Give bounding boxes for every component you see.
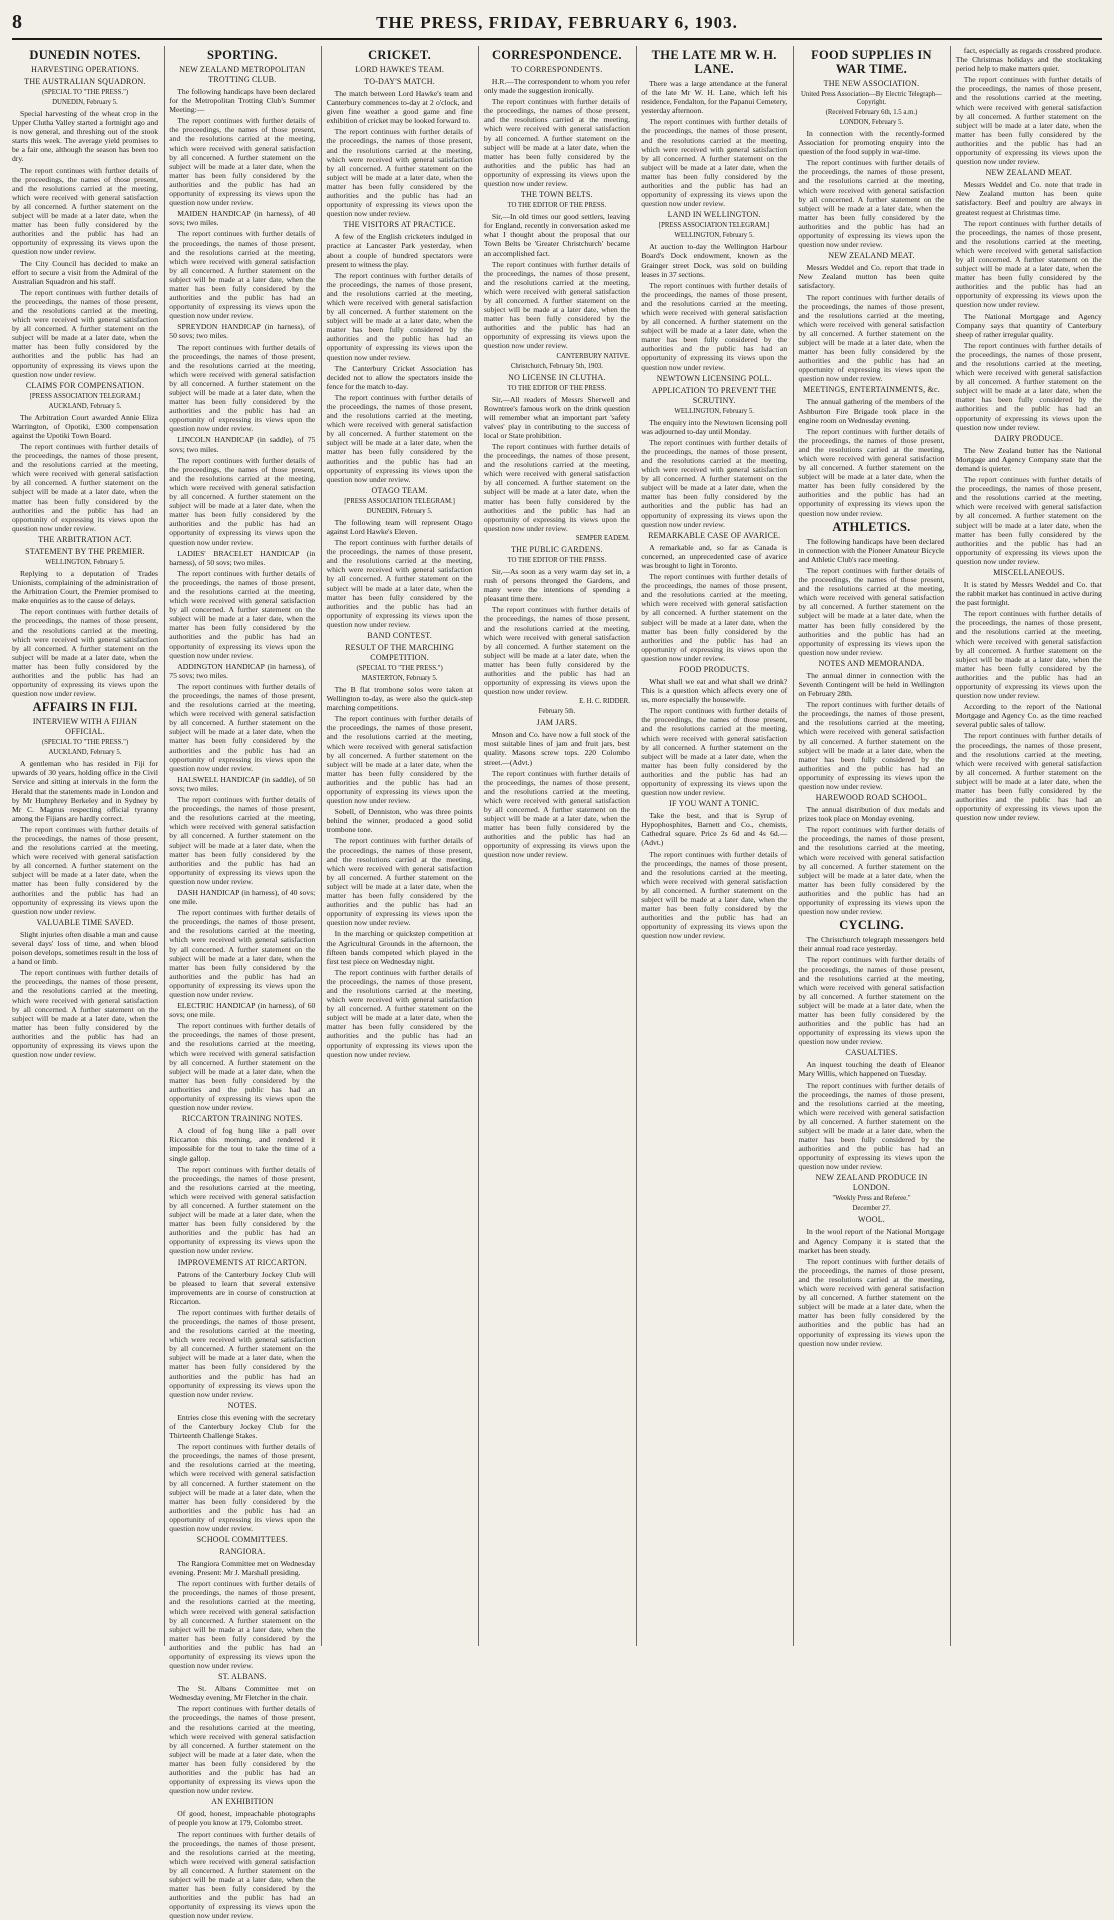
article-subheading: RANGIORA. <box>169 1547 315 1557</box>
article-body-continuation: The report continues with further details of the proceedings, the names of those present, and the resolutions carried at the meeting, which were received with general satisfaction by all concerned. A further statement on the subject will be made at a later date, when the matter has been fully considered by the authorities and the public has had an opportunity of expressing its views upon the question now under review. <box>169 569 315 660</box>
article-body-continuation: The report continues with further details of the proceedings, the names of those present, and the resolutions carried at the meeting, which were received with general satisfaction by all concerned. A further statement on the subject will be made at a later date, when the matter has been fully considered by the authorities and the public has had an opportunity of expressing its views upon the question now under review. <box>799 825 945 916</box>
article-paragraph: The Christchurch telegraph messengers held their annual road race yesterday. <box>799 935 945 953</box>
article-subheading: IMPROVEMENTS AT RICCARTON. <box>169 1258 315 1268</box>
article-subheading: THE ARBITRATION ACT. <box>12 535 158 545</box>
dateline: MASTERTON, February 5. <box>327 675 473 683</box>
article-paragraph: Replying to a deputation of Trades Unionists, complaining of the administration of the Arbitration Court, the Premier promised to make enquiries as to the cause of delays. <box>12 569 158 605</box>
dateline: (SPECIAL TO "THE PRESS.") <box>12 89 158 97</box>
article-paragraph: What shall we eat and what shall we drink? This is a question which affects every one of us, more especially the housewife. <box>641 677 787 704</box>
article-body-continuation: The report continues with further details of the proceedings, the names of those present, and the resolutions carried at the meeting, which were received with general satisfaction by all concerned. A further statement on the subject will be made at a later date, when the matter has been fully considered by the authorities and the public has had an opportunity of expressing its views upon the question now under review. <box>169 1308 315 1399</box>
article-subheading: IF YOU WANT A TONIC. <box>641 799 787 809</box>
article-heading: DUNEDIN NOTES. <box>12 48 158 62</box>
article-paragraph: The New Zealand butter has the National Mortgage and Agency Company state that the demand is quieter. <box>956 446 1102 473</box>
article-body-continuation: The report continues with further details of the proceedings, the names of those present, and the resolutions carried at the meeting, which were received with general satisfaction by all concerned. A further statement on the subject will be made at a later date, when the matter has been fully considered by the authorities and the public has had an opportunity of expressing its views upon the question now under review. <box>956 475 1102 566</box>
dateline: Christchurch, February 5th, 1903. <box>484 363 630 371</box>
article-subheading: THE VISITORS AT PRACTICE. <box>327 220 473 230</box>
article-body-continuation: The report continues with further details of the proceedings, the names of those present, and the resolutions carried at the meeting, which were received with general satisfaction by all concerned. A further statement on the subject will be made at a later date, when the matter has been fully considered by the authorities and the public has had an opportunity of expressing its views upon the question now under review. <box>169 1442 315 1533</box>
article-paragraph: Messrs Weddel and Co. report that trade in New Zealand mutton has been quite satisfactory. <box>799 263 945 290</box>
letter-signature: SEMPER EADEM. <box>484 535 630 543</box>
article-paragraph: DASH HANDICAP (in harness), of 40 sovs; one mile. <box>169 888 315 906</box>
dateline: WELLINGTON, February 5. <box>641 232 787 240</box>
article-paragraph: The annual dinner in connection with the Seventh Contingent will be held in Wellington on February 28th. <box>799 671 945 698</box>
article-paragraph: Of good, honest, impeachable photographs of people you know at 179, Colombo street. <box>169 1809 315 1827</box>
article-body-continuation: The report continues with further details of the proceedings, the names of those present, and the resolutions carried at the meeting, which were received with general satisfaction by all concerned. A further statement on the subject will be made at a later date, when the matter has been fully considered by the authorities and the public has had an opportunity of expressing its views upon the question now under review. <box>169 682 315 773</box>
article-subheading: NEW ZEALAND METROPOLITAN TROTTING CLUB. <box>169 65 315 85</box>
article-paragraph: Sir,—As soon as a very warm day set in, a rush of persons thronged the Gardens, and many were the intentions of spending a pleasant time there. <box>484 567 630 603</box>
article-paragraph: A remarkable and, so far as Canada is concerned, an unprecedented case of avarice was brought to light in Toronto. <box>641 543 787 570</box>
article-paragraph: The Rangiora Committee met on Wednesday evening. Present: Mr J. Marshall presiding. <box>169 1559 315 1577</box>
column-7 <box>956 46 1102 1646</box>
article-body-continuation: The report continues with further details of the proceedings, the names of those present, and the resolutions carried at the meeting, which were received with general satisfaction by all concerned. A further statement on the subject will be made at a later date, when the matter has been fully considered by the authorities and the public has had an opportunity of expressing its views upon the question now under review. <box>799 566 945 657</box>
article-paragraph: The Canterbury Cricket Association has decided not to allow the spectators inside the fence for the match to-day. <box>327 364 473 391</box>
article-subheading: BAND CONTEST. <box>327 631 473 641</box>
dateline: AUCKLAND, February 5. <box>12 403 158 411</box>
dateline: United Press Association—By Electric Telegraph—Copyright. <box>799 91 945 107</box>
article-subheading: WOOL. <box>799 1215 945 1225</box>
article-paragraph: The match between Lord Hawke's team and Canterbury commences to-day at 2 o'clock, and given fine weather a good game and fine exhibition of cricket may be looked forward to. <box>327 89 473 125</box>
dateline: (SPECIAL TO "THE PRESS.") <box>12 739 158 747</box>
dateline: [PRESS ASSOCIATION TELEGRAM.] <box>327 498 473 506</box>
article-paragraph: Take the best, and that is Syrup of Hypophosphites, Barnett and Co., chemists, Cathedral square. Price 2s 6d and 4s 6d.—(Advt.) <box>641 811 787 847</box>
article-body-continuation: The report continues with further details of the proceedings, the names of those present, and the resolutions carried at the meeting, which were received with general satisfaction by all concerned. A further statement on the subject will be made at a later date, when the matter has been fully considered by the authorities and the public has had an opportunity of expressing its views upon the question now under review. <box>327 538 473 629</box>
dateline: TO THE EDITOR OF THE PRESS. <box>484 202 630 210</box>
dateline: (Received February 6th, 1.5 a.m.) <box>799 109 945 117</box>
article-paragraph: HALSWELL HANDICAP (in saddle), of 50 sovs; two miles. <box>169 775 315 793</box>
article-paragraph: It is stated by Messrs Weddel and Co. that the rabbit market has continued in active during the past fortnight. <box>956 580 1102 607</box>
article-paragraph: Sobell, of Denniston, who was three points behind the winner, produced a good solid trombone tone. <box>327 807 473 834</box>
article-body-continuation: The report continues with further details of the proceedings, the names of those present, and the resolutions carried at the meeting, which were received with general satisfaction by all concerned. A further statement on the subject will be made at a later date, when the matter has been fully considered by the authorities and the public has had an opportunity of expressing its views upon the question now under review. <box>327 127 473 218</box>
article-body-continuation: The report continues with further details of the proceedings, the names of those present, and the resolutions carried at the meeting, which were received with general satisfaction by all concerned. A further statement on the subject will be made at a later date, when the matter has been fully considered by the authorities and the public has had an opportunity of expressing its views upon the question now under review. <box>956 75 1102 166</box>
article-paragraph: The following handicaps have been declared in connection with the Pioneer Amateur Bicycle and Athletic Club's race meeting. <box>799 537 945 564</box>
article-heading: ATHLETICS. <box>799 520 945 534</box>
article-subheading: CLAIMS FOR COMPENSATION. <box>12 381 158 391</box>
article-paragraph: ELECTRIC HANDICAP (in harness), of 60 sovs; one mile. <box>169 1001 315 1019</box>
article-subheading: DAIRY PRODUCE. <box>956 434 1102 444</box>
dateline: WELLINGTON, February 5. <box>12 559 158 567</box>
article-paragraph: Special harvesting of the wheat crop in the Upper Clutha Valley started a fortnight ago and is now general, and threshing out of the stook starts this week. The average yield promises to be a fair one, although the season has been too dry. <box>12 109 158 164</box>
article-subheading: APPLICATION TO PREVENT THE SCRUTINY. <box>641 386 787 406</box>
article-subheading: THE NEW ASSOCIATION. <box>799 79 945 89</box>
article-subheading: NEW ZEALAND PRODUCE IN LONDON. <box>799 1173 945 1193</box>
article-paragraph: Mnson and Co. have now a full stock of the most suitable lines of jam and fruit jars, best quality. Masons screw tops. 220 Colombo street.—(Advt.) <box>484 730 630 766</box>
dateline: TO THE EDITOR OF THE PRESS. <box>484 385 630 393</box>
article-subheading: LORD HAWKE'S TEAM. <box>327 65 473 75</box>
column-4 <box>484 46 630 1646</box>
article-body-continuation: The report continues with further details of the proceedings, the names of those present, and the resolutions carried at the meeting, which were received with general satisfaction by all concerned. A further statement on the subject will be made at a later date, when the matter has been fully considered by the authorities and the public has had an opportunity of expressing its views upon the question now under review. <box>12 968 158 1059</box>
article-body-continuation: The report continues with further details of the proceedings, the names of those present, and the resolutions carried at the meeting, which were received with general satisfaction by all concerned. A further statement on the subject will be made at a later date, when the matter has been fully considered by the authorities and the public has had an opportunity of expressing its views upon the question now under review. <box>169 1704 315 1795</box>
article-body-continuation: The report continues with further details of the proceedings, the names of those present, and the resolutions carried at the meeting, which were received with general satisfaction by all concerned. A further statement on the subject will be made at a later date, when the matter has been fully considered by the authorities and the public has had an opportunity of expressing its views upon the question now under review. <box>956 609 1102 700</box>
article-subheading: JAM JARS. <box>484 718 630 728</box>
article-paragraph: A few of the English cricketers indulged in practice at Lancaster Park yesterday, when about a couple of hundred spectators were present to witness the play. <box>327 232 473 268</box>
article-body-continuation: The report continues with further details of the proceedings, the names of those present, and the resolutions carried at the meeting, which were received with general satisfaction by all concerned. A further statement on the subject will be made at a later date, when the matter has been fully considered by the authorities and the public has had an opportunity of expressing its views upon the question now under review. <box>12 825 158 916</box>
dateline: February 5th. <box>484 708 630 716</box>
dateline: [PRESS ASSOCIATION TELEGRAM.] <box>12 393 158 401</box>
article-paragraph: An inquest touching the death of Eleanor Mary Willis, which happened on Tuesday. <box>799 1060 945 1078</box>
article-body-continuation: The report continues with further details of the proceedings, the names of those present, and the resolutions carried at the meeting, which were received with general satisfaction by all concerned. A further statement on the subject will be made at a later date, when the matter has been fully considered by the authorities and the public has had an opportunity of expressing its views upon the question now under review. <box>641 117 787 208</box>
article-body-continuation: The report continues with further details of the proceedings, the names of those present, and the resolutions carried at the meeting, which were received with general satisfaction by all concerned. A further statement on the subject will be made at a later date, when the matter has been fully considered by the authorities and the public has had an opportunity of expressing its views upon the question now under review. <box>169 1021 315 1112</box>
article-paragraph: The St. Albans Committee met on Wednesday evening, Mr Fletcher in the chair. <box>169 1684 315 1702</box>
letter-signature: E. H. C. RIDDER. <box>484 698 630 706</box>
article-paragraph: SPREYDON HANDICAP (in harness), of 50 sovs; two miles. <box>169 322 315 340</box>
article-body-continuation: The report continues with further details of the proceedings, the names of those present, and the resolutions carried at the meeting, which were received with general satisfaction by all concerned. A further statement on the subject will be made at a later date, when the matter has been fully considered by the authorities and the public has had an opportunity of expressing its views upon the question now under review. <box>169 1579 315 1670</box>
article-body-continuation: The report continues with further details of the proceedings, the names of those present, and the resolutions carried at the meeting, which were received with general satisfaction by all concerned. A further statement on the subject will be made at a later date, when the matter has been fully considered by the authorities and the public has had an opportunity of expressing its views upon the question now under review. <box>327 271 473 362</box>
article-subheading: INTERVIEW WITH A FIJIAN OFFICIAL. <box>12 717 158 737</box>
dateline: "Weekly Press and Referee." <box>799 1195 945 1203</box>
article-subheading: AN EXHIBITION <box>169 1797 315 1807</box>
column-rule <box>636 46 637 1646</box>
article-paragraph: The National Mortgage and Agency Company says that quantity of Canterbury sheep of rather irregular quality. <box>956 312 1102 339</box>
article-body-continuation: The report continues with further details of the proceedings, the names of those present, and the resolutions carried at the meeting, which were received with general satisfaction by all concerned. A further statement on the subject will be made at a later date, when the matter has been fully considered by the authorities and the public has had an opportunity of expressing its views upon the question now under review. <box>484 442 630 533</box>
article-subheading: NO LICENSE IN CLUTHA. <box>484 373 630 383</box>
column-rule <box>478 46 479 1646</box>
column-1 <box>12 46 158 1646</box>
dateline: TO THE EDITOR OF THE PRESS. <box>484 557 630 565</box>
article-subheading: LAND IN WELLINGTON. <box>641 210 787 220</box>
article-subheading: STATEMENT BY THE PREMIER. <box>12 547 158 557</box>
article-subheading: NOTES. <box>169 1401 315 1411</box>
article-paragraph: In the marching or quickstep competition at the Agricultural Grounds in the afternoon, the fifteen bands competed which played in the first test piece on Wednesday night. <box>327 929 473 965</box>
article-body-continuation: The report continues with further details of the proceedings, the names of those present, and the resolutions carried at the meeting, which were received with general satisfaction by all concerned. A further statement on the subject will be made at a later date, when the matter has been fully considered by the authorities and the public has had an opportunity of expressing its views upon the question now under review. <box>169 908 315 999</box>
article-paragraph: The enquiry into the Newtown licensing poll was adjourned to-day until Monday. <box>641 418 787 436</box>
article-subheading: NEWTOWN LICENSING POLL. <box>641 374 787 384</box>
article-heading: CRICKET. <box>327 48 473 62</box>
article-paragraph: MAIDEN HANDICAP (in harness), of 40 sovs; two miles. <box>169 209 315 227</box>
article-subheading: THE AUSTRALIAN SQUADRON. <box>12 77 158 87</box>
letter-signature: CANTERBURY NATIVE. <box>484 353 630 361</box>
article-subheading: TO CORRESPONDENTS. <box>484 65 630 75</box>
article-paragraph: Sir,—All readers of Messrs Sherwell and Rowntree's famous work on the drink question will remember what an important part 'safety valves' play in contributing to the success of local or State prohibition. <box>484 395 630 440</box>
article-body-continuation: The report continues with further details of the proceedings, the names of those present, and the resolutions carried at the meeting, which were received with general satisfaction by all concerned. A further statement on the subject will be made at a later date, when the matter has been fully considered by the authorities and the public has had an opportunity of expressing its views upon the question now under review. <box>169 343 315 434</box>
article-body-continuation: The report continues with further details of the proceedings, the names of those present, and the resolutions carried at the meeting, which were received with general satisfaction by all concerned. A further statement on the subject will be made at a later date, when the matter has been fully considered by the authorities and the public has had an opportunity of expressing its views upon the question now under review. <box>12 288 158 379</box>
article-body-continuation: The report continues with further details of the proceedings, the names of those present, and the resolutions carried at the meeting, which were received with general satisfaction by all concerned. A further statement on the subject will be made at a later date, when the matter has been fully considered by the authorities and the public has had an opportunity of expressing its views upon the question now under review. <box>12 442 158 533</box>
article-subheading: ST. ALBANS. <box>169 1672 315 1682</box>
article-paragraph: The following team will represent Otago against Lord Hawke's Eleven. <box>327 518 473 536</box>
article-body-continuation: The report continues with further details of the proceedings, the names of those present, and the resolutions carried at the meeting, which were received with general satisfaction by all concerned. A further statement on the subject will be made at a later date, when the matter has been fully considered by the authorities and the public has had an opportunity of expressing its views upon the question now under review. <box>12 607 158 698</box>
article-paragraph: Slight injuries often disable a man and cause several days' loss of time, and when blood poison develops, sometimes result in the loss of a hand or limb. <box>12 930 158 966</box>
article-body-continuation: The report continues with further details of the proceedings, the names of those present, and the resolutions carried at the meeting, which were received with general satisfaction by all concerned. A further statement on the subject will be made at a later date, when the matter has been fully considered by the authorities and the public has had an opportunity of expressing its views upon the question now under review. <box>641 572 787 663</box>
dateline: DUNEDIN, February 5. <box>327 508 473 516</box>
article-subheading: NEW ZEALAND MEAT. <box>956 168 1102 178</box>
article-subheading: TO-DAY'S MATCH. <box>327 77 473 87</box>
article-paragraph: Patrons of the Canterbury Jockey Club will be pleased to learn that several extensive improvements are in course of construction at Riccarton. <box>169 1270 315 1306</box>
column-5 <box>641 46 787 1646</box>
article-body-continuation: The report continues with further details of the proceedings, the names of those present, and the resolutions carried at the meeting, which were received with general satisfaction by all concerned. A further statement on the subject will be made at a later date, when the matter has been fully considered by the authorities and the public has had an opportunity of expressing its views upon the question now under review. <box>327 714 473 805</box>
article-body-continuation: The report continues with further details of the proceedings, the names of those present, and the resolutions carried at the meeting, which were received with general satisfaction by all concerned. A further statement on the subject will be made at a later date, when the matter has been fully considered by the authorities and the public has had an opportunity of expressing its views upon the question now under review. <box>169 229 315 320</box>
dateline: LONDON, February 5. <box>799 119 945 127</box>
column-2 <box>169 46 315 1646</box>
article-body-continuation: The report continues with further details of the proceedings, the names of those present, and the resolutions carried at the meeting, which were received with general satisfaction by all concerned. A further statement on the subject will be made at a later date, when the matter has been fully considered by the authorities and the public has had an opportunity of expressing its views upon the question now under review. <box>641 850 787 941</box>
article-body-continuation: The report continues with further details of the proceedings, the names of those present, and the resolutions carried at the meeting, which were received with general satisfaction by all concerned. A further statement on the subject will be made at a later date, when the matter has been fully considered by the authorities and the public has had an opportunity of expressing its views upon the question now under review. <box>169 116 315 207</box>
column-rule <box>950 46 951 1646</box>
article-body-continuation: The report continues with further details of the proceedings, the names of those present, and the resolutions carried at the meeting, which were received with general satisfaction by all concerned. A further statement on the subject will be made at a later date, when the matter has been fully considered by the authorities and the public has had an opportunity of expressing its views upon the question now under review. <box>327 968 473 1059</box>
article-subheading: CASUALTIES. <box>799 1048 945 1058</box>
article-paragraph: There was a large attendance at the funeral of the late Mr W. H. Lane, which left his residence, Fendalton, for the Papanui Cemetery, yesterday afternoon. <box>641 79 787 115</box>
dateline: [PRESS ASSOCIATION TELEGRAM.] <box>641 222 787 230</box>
article-paragraph: A cloud of fog hung like a pall over Riccarton this morning, and rendered it impossible for the tout to take the time of a single gallop. <box>169 1126 315 1162</box>
article-subheading: RICCARTON TRAINING NOTES. <box>169 1114 315 1124</box>
article-paragraph: A gentleman who has resided in Fiji for upwards of 30 years, holding office in the Civil Service and sitting at intervals in the form the Herald that the statements made in London and by Mr Humphrey Berkeley and in Sydney by Mr C. Magnus respecting official tyranny among the Fijians are hardly correct. <box>12 759 158 823</box>
article-body-continuation: The report continues with further details of the proceedings, the names of those present, and the resolutions carried at the meeting, which were received with general satisfaction by all concerned. A further statement on the subject will be made at a later date, when the matter has been fully considered by the authorities and the public has had an opportunity of expressing its views upon the question now under review. <box>641 438 787 529</box>
article-subheading: REMARKABLE CASE OF AVARICE. <box>641 531 787 541</box>
article-body-continuation: The report continues with further details of the proceedings, the names of those present, and the resolutions carried at the meeting, which were received with general satisfaction by all concerned. A further statement on the subject will be made at a later date, when the matter has been fully considered by the authorities and the public has had an opportunity of expressing its views upon the question now under review. <box>169 456 315 547</box>
article-heading: AFFAIRS IN FIJI. <box>12 700 158 714</box>
dateline: AUCKLAND, February 5. <box>12 749 158 757</box>
column-6 <box>799 46 945 1646</box>
article-body-continuation: The report continues with further details of the proceedings, the names of those present, and the resolutions carried at the meeting, which were received with general satisfaction by all concerned. A further statement on the subject will be made at a later date, when the matter has been fully considered by the authorities and the public has had an opportunity of expressing its views upon the question now under review. <box>799 293 945 384</box>
article-body-continuation: The report continues with further details of the proceedings, the names of those present, and the resolutions carried at the meeting, which were received with general satisfaction by all concerned. A further statement on the subject will be made at a later date, when the matter has been fully considered by the authorities and the public has had an opportunity of expressing its views upon the question now under review. <box>799 700 945 791</box>
article-heading: CORRESPONDENCE. <box>484 48 630 62</box>
masthead <box>12 8 1102 40</box>
article-paragraph: The annual gathering of the members of the Ashburton Fire Brigade took place in the engine room on Wednesday evening. <box>799 397 945 424</box>
article-paragraph: LADIES' BRACELET HANDICAP (in harness), of 50 sovs; two miles. <box>169 549 315 567</box>
page-number: 8 <box>12 11 22 34</box>
article-paragraph: In connection with the recently-formed Association for promoting enquiry into the question of the food supply in war-time. <box>799 129 945 156</box>
article-subheading: MISCELLANEOUS. <box>956 568 1102 578</box>
article-paragraph: At auction to-day the Wellington Harbour Board's Dock endowment, known as the Grainger street Dock, was sold on building leases in 37 sections. <box>641 242 787 278</box>
article-subheading: THE PUBLIC GARDENS. <box>484 545 630 555</box>
article-subheading: VALUABLE TIME SAVED. <box>12 918 158 928</box>
article-subheading: RESULT OF THE MARCHING COMPETITION. <box>327 643 473 663</box>
dateline: (SPECIAL TO "THE PRESS.") <box>327 665 473 673</box>
dateline: December 27. <box>799 1205 945 1213</box>
article-body-continuation: The report continues with further details of the proceedings, the names of those present, and the resolutions carried at the meeting, which were received with general satisfaction by all concerned. A further statement on the subject will be made at a later date, when the matter has been fully considered by the authorities and the public has had an opportunity of expressing its views upon the question now under review. <box>484 769 630 860</box>
columns-container <box>12 46 1102 1646</box>
article-body-continuation: The report continues with further details of the proceedings, the names of those present, and the resolutions carried at the meeting, which were received with general satisfaction by all concerned. A further statement on the subject will be made at a later date, when the matter has been fully considered by the authorities and the public has had an opportunity of expressing its views upon the question now under review. <box>12 166 158 257</box>
article-heading: THE LATE MR W. H. LANE. <box>641 48 787 76</box>
article-body-continuation: The report continues with further details of the proceedings, the names of those present, and the resolutions carried at the meeting, which were received with general satisfaction by all concerned. A further statement on the subject will be made at a later date, when the matter has been fully considered by the authorities and the public has had an opportunity of expressing its views upon the question now under review. <box>799 427 945 518</box>
article-paragraph: Sir,—In old times our good settlers, leaving for England, recently in conversation asked me what I thought about the proposal that our Town Belts be 'Greater Christchurch' became an accomplished fact. <box>484 212 630 257</box>
article-paragraph: The B flat trombone solos were taken at Wellington to-day, as were also the quick-step marching competitions. <box>327 685 473 712</box>
article-body-continuation: The report continues with further details of the proceedings, the names of those present, and the resolutions carried at the meeting, which were received with general satisfaction by all concerned. A further statement on the subject will be made at a later date, when the matter has been fully considered by the authorities and the public has had an opportunity of expressing its views upon the question now under review. <box>484 97 630 188</box>
article-paragraph: LINCOLN HANDICAP (in saddle), of 75 sovs; two miles. <box>169 435 315 453</box>
article-subheading: SCHOOL COMMITTEES. <box>169 1535 315 1545</box>
article-body-continuation: The report continues with further details of the proceedings, the names of those present, and the resolutions carried at the meeting, which were received with general satisfaction by all concerned. A further statement on the subject will be made at a later date, when the matter has been fully considered by the authorities and the public has had an opportunity of expressing its views upon the question now under review. <box>169 795 315 886</box>
article-subheading: FOOD PRODUCTS. <box>641 665 787 675</box>
article-paragraph: In the wool report of the National Mortgage and Agency Company it is stated that the market has been steady. <box>799 1227 945 1254</box>
article-body-continuation: The report continues with further details of the proceedings, the names of those present, and the resolutions carried at the meeting, which were received with general satisfaction by all concerned. A further statement on the subject will be made at a later date, when the matter has been fully considered by the authorities and the public has had an opportunity of expressing its views upon the question now under review. <box>956 341 1102 432</box>
article-heading: FOOD SUPPLIES IN WAR TIME. <box>799 48 945 76</box>
article-body-continuation: The report continues with further details of the proceedings, the names of those present, and the resolutions carried at the meeting, which were received with general satisfaction by all concerned. A further statement on the subject will be made at a later date, when the matter has been fully considered by the authorities and the public has had an opportunity of expressing its views upon the question now under review. <box>799 1081 945 1172</box>
article-paragraph: fact, especially as regards crossbred produce. The Christmas holidays and the stocktaking period help to make matters quiet. <box>956 46 1102 73</box>
article-subheading: OTAGO TEAM. <box>327 486 473 496</box>
column-3 <box>327 46 473 1646</box>
article-paragraph: Entries close this evening with the secretary of the Canterbury Jockey Club for the Thirteenth Challenge Stakes. <box>169 1413 315 1440</box>
article-body-continuation: The report continues with further details of the proceedings, the names of those present, and the resolutions carried at the meeting, which were received with general satisfaction by all concerned. A further statement on the subject will be made at a later date, when the matter has been fully considered by the authorities and the public has had an opportunity of expressing its views upon the question now under review. <box>799 158 945 249</box>
article-body-continuation: The report continues with further details of the proceedings, the names of those present, and the resolutions carried at the meeting, which were received with general satisfaction by all concerned. A further statement on the subject will be made at a later date, when the matter has been fully considered by the authorities and the public has had an opportunity of expressing its views upon the question now under review. <box>956 219 1102 310</box>
newspaper-title: THE PRESS, FRIDAY, FEBRUARY 6, 1903. <box>12 13 1102 33</box>
article-body-continuation: The report continues with further details of the proceedings, the names of those present, and the resolutions carried at the meeting, which were received with general satisfaction by all concerned. A further statement on the subject will be made at a later date, when the matter has been fully considered by the authorities and the public has had an opportunity of expressing its views upon the question now under review. <box>169 1165 315 1256</box>
article-subheading: NOTES AND MEMORANDA. <box>799 659 945 669</box>
article-heading: SPORTING. <box>169 48 315 62</box>
article-body-continuation: The report continues with further details of the proceedings, the names of those present, and the resolutions carried at the meeting, which were received with general satisfaction by all concerned. A further statement on the subject will be made at a later date, when the matter has been fully considered by the authorities and the public has had an opportunity of expressing its views upon the question now under review. <box>641 281 787 372</box>
article-paragraph: The Arbitration Court awarded Annie Eliza Warrington, of Opotiki, £300 compensation against the Upotiki Town Board. <box>12 413 158 440</box>
dateline: WELLINGTON, February 5. <box>641 408 787 416</box>
article-body-continuation: The report continues with further details of the proceedings, the names of those present, and the resolutions carried at the meeting, which were received with general satisfaction by all concerned. A further statement on the subject will be made at a later date, when the matter has been fully considered by the authorities and the public has had an opportunity of expressing its views upon the question now under review. <box>799 1257 945 1348</box>
article-body-continuation: The report continues with further details of the proceedings, the names of those present, and the resolutions carried at the meeting, which were received with general satisfaction by all concerned. A further statement on the subject will be made at a later date, when the matter has been fully considered by the authorities and the public has had an opportunity of expressing its views upon the question now under review. <box>484 260 630 351</box>
article-body-continuation: The report continues with further details of the proceedings, the names of those present, and the resolutions carried at the meeting, which were received with general satisfaction by all concerned. A further statement on the subject will be made at a later date, when the matter has been fully considered by the authorities and the public has had an opportunity of expressing its views upon the question now under review. <box>169 1830 315 1920</box>
article-paragraph: The following handicaps have been declared for the Metropolitan Trotting Club's Summer Meeting:— <box>169 87 315 114</box>
article-paragraph: Messrs Weddel and Co. note that trade in New Zealand mutton has been quite satisfactory. Beef and poultry are always in greatest request at Christmas time. <box>956 180 1102 216</box>
article-body-continuation: The report continues with further details of the proceedings, the names of those present, and the resolutions carried at the meeting, which were received with general satisfaction by all concerned. A further statement on the subject will be made at a later date, when the matter has been fully considered by the authorities and the public has had an opportunity of expressing its views upon the question now under review. <box>484 605 630 696</box>
article-paragraph: According to the report of the National Mortgage and Agency Co. as the time reached several public sales of tallow. <box>956 702 1102 729</box>
article-body-continuation: The report continues with further details of the proceedings, the names of those present, and the resolutions carried at the meeting, which were received with general satisfaction by all concerned. A further statement on the subject will be made at a later date, when the matter has been fully considered by the authorities and the public has had an opportunity of expressing its views upon the question now under review. <box>799 955 945 1046</box>
article-subheading: HAREWOOD ROAD SCHOOL. <box>799 793 945 803</box>
article-heading: CYCLING. <box>799 918 945 932</box>
column-rule <box>164 46 165 1646</box>
column-rule <box>321 46 322 1646</box>
article-paragraph: H.R.—The correspondent to whom you refer only made the suggestion ironically. <box>484 77 630 95</box>
article-body-continuation: The report continues with further details of the proceedings, the names of those present, and the resolutions carried at the meeting, which were received with general satisfaction by all concerned. A further statement on the subject will be made at a later date, when the matter has been fully considered by the authorities and the public has had an opportunity of expressing its views upon the question now under review. <box>641 706 787 797</box>
article-subheading: HARVESTING OPERATIONS. <box>12 65 158 75</box>
article-paragraph: The annual distribution of dux medals and prizes took place on Monday evening. <box>799 805 945 823</box>
article-subheading: MEETINGS, ENTERTAINMENTS, &c. <box>799 385 945 395</box>
dateline: DUNEDIN, February 5. <box>12 99 158 107</box>
article-subheading: THE TOWN BELTS. <box>484 190 630 200</box>
article-body-continuation: The report continues with further details of the proceedings, the names of those present, and the resolutions carried at the meeting, which were received with general satisfaction by all concerned. A further statement on the subject will be made at a later date, when the matter has been fully considered by the authorities and the public has had an opportunity of expressing its views upon the question now under review. <box>327 393 473 484</box>
article-body-continuation: The report continues with further details of the proceedings, the names of those present, and the resolutions carried at the meeting, which were received with general satisfaction by all concerned. A further statement on the subject will be made at a later date, when the matter has been fully considered by the authorities and the public has had an opportunity of expressing its views upon the question now under review. <box>956 731 1102 822</box>
column-rule <box>793 46 794 1646</box>
article-paragraph: ADDINGTON HANDICAP (in harness), of 75 sovs; two miles. <box>169 662 315 680</box>
article-paragraph: The City Council has decided to make an effort to secure a visit from the Admiral of the Australian Squadron and his staff. <box>12 259 158 286</box>
article-subheading: NEW ZEALAND MEAT. <box>799 251 945 261</box>
article-body-continuation: The report continues with further details of the proceedings, the names of those present, and the resolutions carried at the meeting, which were received with general satisfaction by all concerned. A further statement on the subject will be made at a later date, when the matter has been fully considered by the authorities and the public has had an opportunity of expressing its views upon the question now under review. <box>327 836 473 927</box>
